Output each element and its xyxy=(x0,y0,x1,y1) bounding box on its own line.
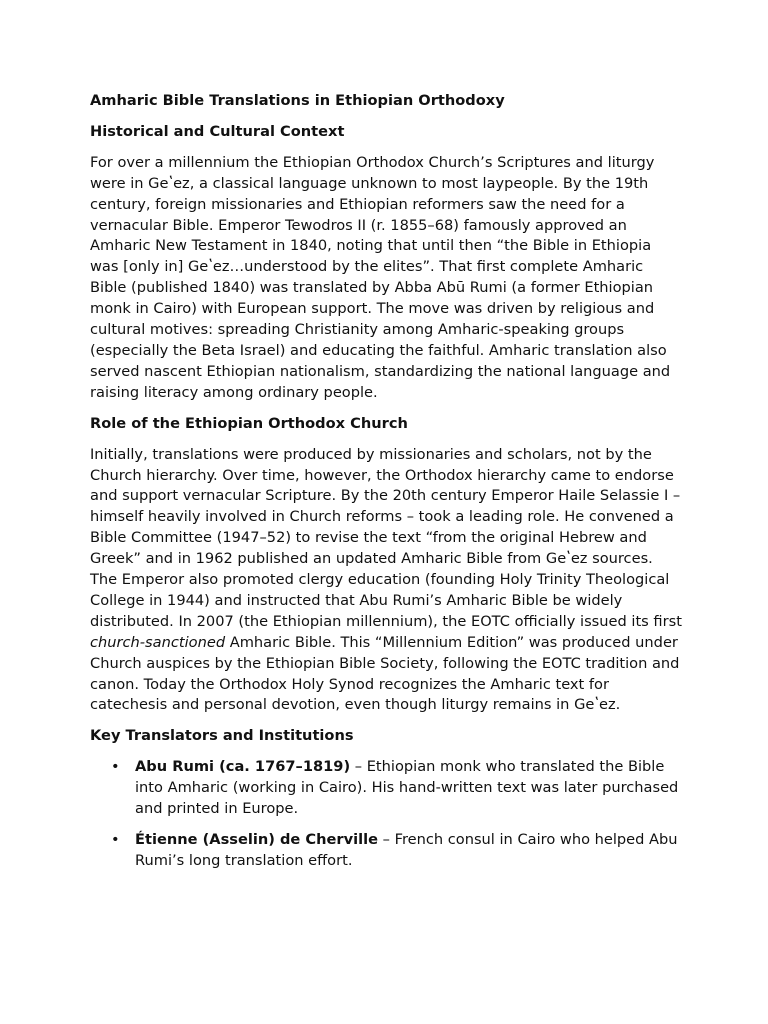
translator-description: – French consul in Cairo who helped Abu Rumi’s long translation effort. xyxy=(135,831,678,869)
emphasis-text: church-sanctioned xyxy=(90,633,226,651)
list-item xyxy=(90,830,690,872)
paragraph-text: Amharic Bible. This “Millennium Edition” was produced under Church auspices by the Ethiopian Bible Society, following the EOTC tradition and canon. Today the Orthodox Holy Synod recognizes the Amharic text for catechesis and personal devotion, even though liturgy remains in Geʽez. xyxy=(90,633,680,714)
bullet-icon: • xyxy=(111,831,120,848)
section-heading-translators: Key Translators and Institutions xyxy=(90,727,354,745)
translator-description: – Ethiopian monk who translated the Bible into Amharic (working in Cairo). His hand-written text was later purchased and printed in Europe. xyxy=(135,758,679,818)
section-heading-church-role: Role of the Ethiopian Orthodox Church xyxy=(90,414,408,432)
paragraph-church-role xyxy=(90,445,690,717)
document-title: Amharic Bible Translations in Ethiopian Orthodoxy xyxy=(90,92,505,109)
bullet-icon: • xyxy=(111,758,120,776)
translator-list xyxy=(90,757,690,872)
paragraph-historical: For over a millennium the Ethiopian Orthodox Church’s Scriptures and liturgy were in Geʽez, a classical language unknown to most laypeople. By the 19th century, foreign missionaries and Ethiopian reformers saw the need for a vernacular Bible. Emperor Tewodros II (r. 1855–68) famously approved an Amharic New Testament in 1840, noting that until then “the Bible in Ethiopia was [only in] Geʽez…understood by the elites”. That first complete Amharic Bible (published 1840) was translated by Abba Abū Rumi (a former Ethiopian monk in Cairo) with European support. The move was driven by religious and cultural motives: spreading Christianity among Amharic-speaking groups (especially the Beta Israel) and educating the faithful. Amharic translation also served nascent Ethiopian nationalism, standardizing the national language and raising literacy among ordinary people. xyxy=(90,153,671,401)
section-heading-historical: Historical and Cultural Context xyxy=(90,122,345,140)
document-page xyxy=(90,88,690,882)
translator-name: Étienne (Asselin) de Cherville xyxy=(135,831,379,848)
paragraph-text: Initially, translations were produced by missionaries and scholars, not by the Church hierarchy. Over time, however, the Orthodox hierarchy came to endorse and support vernacular Scripture. By the 20th century Emperor Haile Selassie I – himself heavily involved in Church reforms – took a leading role. He convened a Bible Committee (1947–52) to revise the text “from the original Hebrew and Greek” and in 1962 published an updated Amharic Bible from Geʽez sources. The Emperor also promoted clergy education (founding Holy Trinity Theological College in 1944) and instructed that Abu Rumi’s Amharic Bible be widely distributed. In 2007 (the Ethiopian millennium), the EOTC officially issued its first xyxy=(90,445,682,630)
translator-name: Abu Rumi (ca. 1767–1819) xyxy=(135,758,351,776)
list-item xyxy=(90,757,690,820)
